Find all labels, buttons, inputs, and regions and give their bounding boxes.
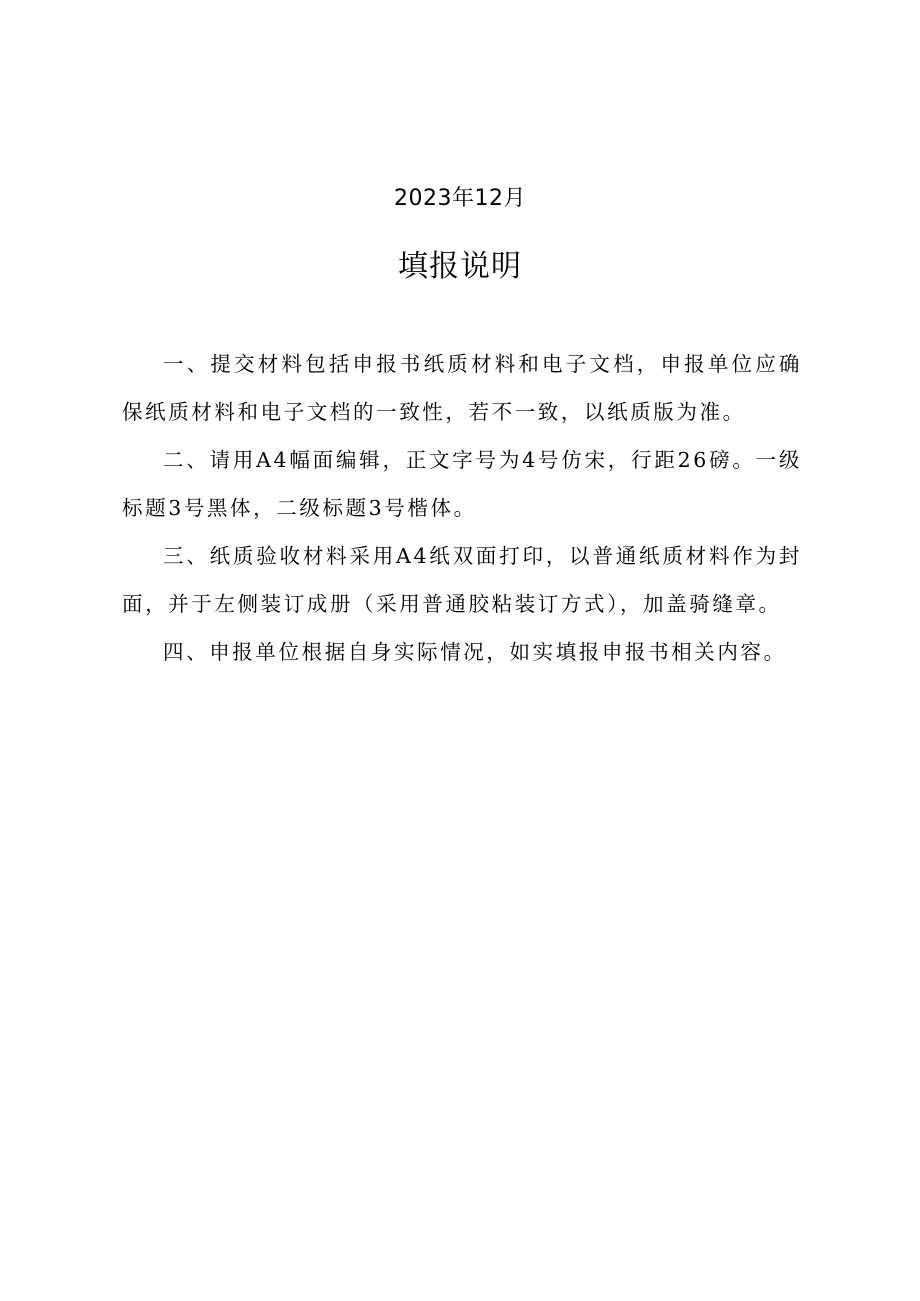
instruction-paragraph-3: 三、纸质验收材料采用A4纸双面打印，以普通纸质材料作为封面，并于左侧装订成册（采用普通胶粘装订方式），加盖骑缝章。 [122,544,802,616]
instruction-paragraph-4: 四、申报单位根据自身实际情况，如实填报申报书相关内容。 [163,640,787,664]
instruction-paragraph-2: 二、请用A4幅面编辑，正文字号为4号仿宋，行距26磅。一级标题3号黑体，二级标题3号楷体。 [122,448,802,520]
instruction-paragraph-1: 一、提交材料包括申报书纸质材料和电子文档，申报单位应确保纸质材料和电子文档的一致性，若不一致，以纸质版为准。 [122,352,802,424]
instructions-body [122,340,802,676]
document-date: 2023年12月 [394,186,526,211]
page-title: 填报说明 [398,249,522,284]
